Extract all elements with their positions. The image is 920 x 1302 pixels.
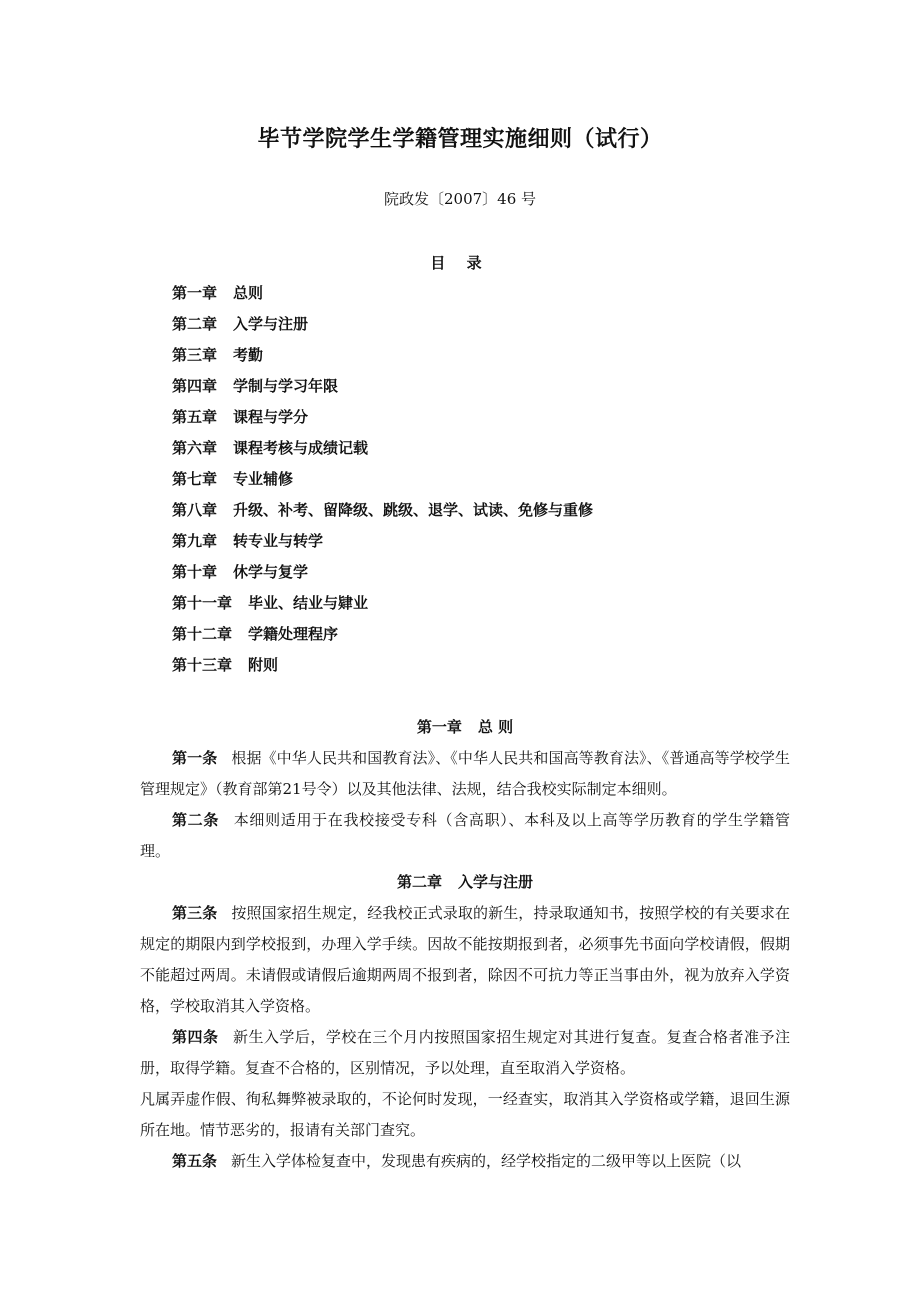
article-continuation-paragraph (140, 1084, 790, 1146)
document-title: 毕节学院学生学籍管理实施细则（试行） (257, 126, 663, 152)
toc-heading: 目 录 (430, 254, 490, 272)
article-text: 新生入学体检复查中，发现患有疾病的，经学校指定的二级甲等以上医院（以 (231, 1152, 742, 1170)
chapter-number: 第一章 (416, 718, 462, 736)
toc-chapter-number: 第六章 (172, 439, 218, 457)
article-text: 本细则适用于在我校接受专科（含高职）、本科及以上高等学历教育的学生学籍管理。 (140, 811, 790, 860)
toc-item-11 (172, 592, 812, 623)
document-body (140, 712, 790, 1177)
chapter-number: 第二章 (396, 873, 442, 891)
toc-item-2 (172, 313, 812, 344)
toc-chapter-name: 附则 (248, 656, 279, 674)
article-paragraph (140, 1022, 790, 1084)
chapter-name: 入学与注册 (458, 873, 534, 891)
article-label: 第二条 (172, 811, 220, 829)
toc-item-9 (172, 530, 812, 561)
toc-chapter-number: 第十一章 (172, 594, 233, 612)
toc-item-13 (172, 654, 812, 685)
article-label: 第五条 (172, 1152, 218, 1170)
toc-chapter-number: 第八章 (172, 501, 218, 519)
article-text: 新生入学后，学校在三个月内按照国家招生规定对其进行复查。复查合格者准予注册，取得学籍。复查不合格的，区别情况，予以处理，直至取消入学资格。 (140, 1028, 790, 1077)
article-label: 第四条 (172, 1028, 219, 1046)
toc-chapter-name: 总则 (233, 284, 264, 302)
article-paragraph (140, 743, 790, 805)
chapter-name: 总 则 (477, 718, 514, 736)
toc-chapter-name: 休学与复学 (233, 563, 309, 581)
toc-item-12 (172, 623, 812, 654)
article-paragraph (140, 805, 790, 867)
toc-chapter-number: 第四章 (172, 377, 218, 395)
toc-chapter-name: 学籍处理程序 (248, 625, 339, 643)
article-paragraph (140, 898, 790, 1022)
toc-chapter-name: 学制与学习年限 (233, 377, 339, 395)
toc-item-1 (172, 282, 812, 313)
toc-chapter-number: 第七章 (172, 470, 218, 488)
toc-chapter-name: 考勤 (233, 346, 264, 364)
toc-item-4 (172, 375, 812, 406)
toc-chapter-number: 第一章 (172, 284, 218, 302)
table-of-contents (172, 282, 812, 685)
toc-item-3 (172, 344, 812, 375)
document-number: 院政发〔2007〕46 号 (383, 190, 537, 208)
toc-chapter-number: 第五章 (172, 408, 218, 426)
toc-chapter-name: 课程考核与成绩记载 (233, 439, 369, 457)
article-label: 第三条 (172, 904, 218, 922)
toc-item-10 (172, 561, 812, 592)
toc-chapter-name: 课程与学分 (233, 408, 309, 426)
chapter-heading (140, 867, 790, 898)
toc-chapter-name: 专业辅修 (233, 470, 294, 488)
toc-chapter-number: 第十章 (172, 563, 218, 581)
article-text: 按照国家招生规定，经我校正式录取的新生，持录取通知书，按照学校的有关要求在规定的期限内到学校报到，办理入学手续。因故不能按期报到者，必须事先书面向学校请假，假期不能超过两周。未请假或请假后逾期两周不报到者，除因不可抗力等正当事由外，视为放弃入学资格，学校取消其入学资格。 (140, 904, 790, 1015)
article-text: 根据《中华人民共和国教育法》、《中华人民共和国高等教育法》、《普通高等学校学生管理规定》（教育部第21号令）以及其他法律、法规，结合我校实际制定本细则。 (140, 749, 790, 798)
toc-chapter-number: 第十二章 (172, 625, 233, 643)
toc-item-6 (172, 437, 812, 468)
toc-chapter-number: 第二章 (172, 315, 218, 333)
toc-chapter-name: 毕业、结业与肄业 (248, 594, 369, 612)
toc-chapter-number: 第十三章 (172, 656, 233, 674)
toc-chapter-number: 第九章 (172, 532, 218, 550)
toc-chapter-number: 第三章 (172, 346, 218, 364)
article-paragraph (140, 1146, 790, 1177)
article-label: 第一条 (172, 749, 218, 767)
toc-chapter-name: 升级、补考、留降级、跳级、退学、试读、免修与重修 (233, 501, 594, 519)
chapter-heading (140, 712, 790, 743)
toc-item-7 (172, 468, 812, 499)
article-text: 凡属弄虚作假、徇私舞弊被录取的，不论何时发现，一经查实，取消其入学资格或学籍，退回生源所在地。情节恶劣的，报请有关部门查究。 (140, 1090, 790, 1139)
toc-chapter-name: 转专业与转学 (233, 532, 324, 550)
toc-chapter-name: 入学与注册 (233, 315, 309, 333)
toc-item-8 (172, 499, 812, 530)
toc-item-5 (172, 406, 812, 437)
